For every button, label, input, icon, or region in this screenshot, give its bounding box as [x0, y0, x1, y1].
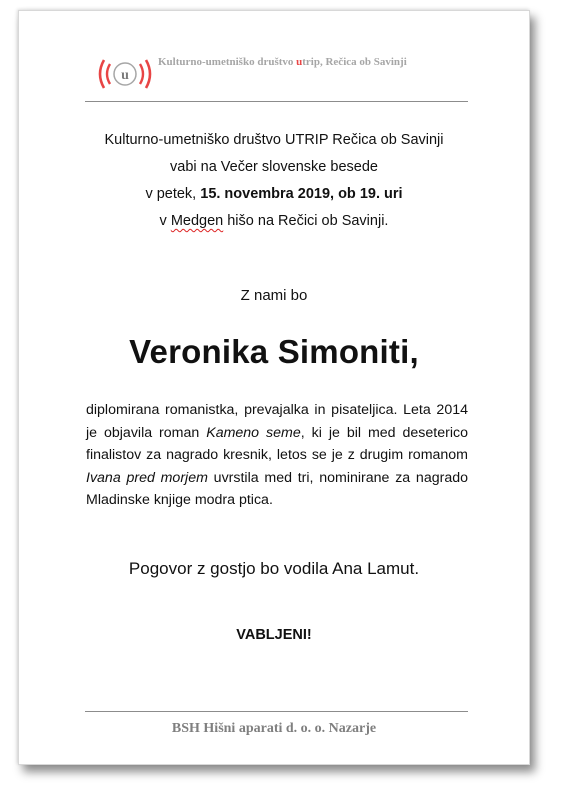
invite-line-event: vabi na Večer slovenske besede — [170, 159, 378, 175]
utrip-logo — [94, 56, 156, 92]
venue-prefix: v — [159, 213, 171, 229]
closing-call: VABLJENI! — [236, 627, 312, 643]
date-time: 15. novembra 2019, ob 19. uri — [200, 186, 403, 202]
book-title-1: Kameno seme — [206, 424, 301, 441]
invite-line-society: Kulturno-umetniško društvo UTRIP Rečica ob Savinji — [104, 132, 444, 148]
header-text-after: trip, Rečica ob Savinji — [302, 56, 407, 68]
invitation-block — [19, 127, 529, 235]
header-text-before: Kulturno-umetniško društvo — [158, 56, 297, 68]
invite-line-venue — [19, 208, 529, 235]
sponsor-footer: BSH Hišni aparati d. o. o. Nazarje — [171, 721, 377, 736]
header-title — [158, 56, 407, 68]
header-divider — [85, 101, 468, 102]
invite-line-date — [19, 181, 529, 208]
guest-biography — [86, 399, 468, 512]
bio-part-2: , ki je bil med deseterico finalistov za nagrado kresnik, letos se je z drugim romanom — [86, 424, 468, 463]
bio-part-3: uvrstila med tri, nominirane za nagrado Mladinske knjige modra ptica. — [86, 469, 468, 508]
bio-part-1: diplomirana romanistka, prevajalka in pisateljica. Leta 2014 je objavila roman — [86, 402, 468, 441]
guest-name: Veronika Simoniti, — [129, 333, 419, 370]
logo-letter: u — [121, 68, 129, 83]
venue-misspelled-word: Medgen — [170, 213, 224, 229]
venue-suffix: hišo na Rečici ob Savinji. — [223, 213, 389, 229]
book-title-2: Ivana pred morjem — [86, 469, 208, 486]
invitation-page — [18, 10, 530, 765]
signal-waves-icon — [94, 56, 156, 92]
header-text-accent: u — [296, 56, 303, 68]
talk-moderator: Pogovor z gostjo bo vodila Ana Lamut. — [128, 559, 420, 578]
intro-text: Z nami bo — [240, 287, 308, 304]
date-prefix: v petek, — [145, 186, 201, 202]
footer-divider — [85, 711, 468, 712]
